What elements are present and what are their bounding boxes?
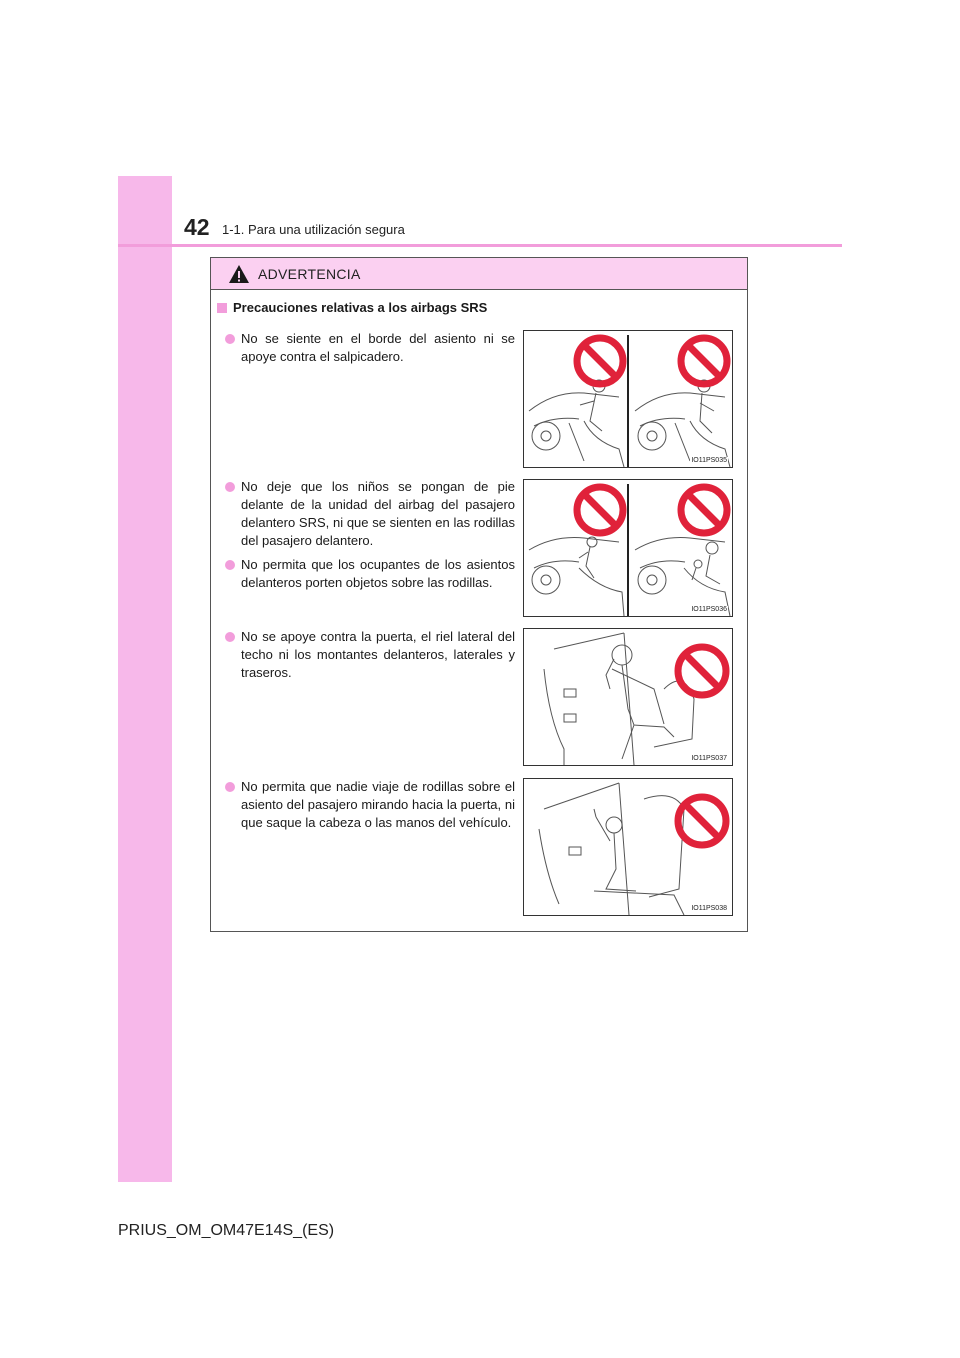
car-interior-drawing <box>524 629 732 765</box>
car-interior-drawing <box>524 331 732 467</box>
warning-box <box>210 257 748 932</box>
bullet-dot-icon <box>225 632 235 642</box>
warning-item <box>225 778 515 832</box>
illustration-code: IO11PS038 <box>691 905 727 912</box>
illustration-children-airbag <box>523 479 733 617</box>
prohibition-icon <box>681 487 727 533</box>
warning-item-text: No se siente en el borde del asiento ni se apoye contra el salpicadero. <box>241 331 515 364</box>
warning-item-text: No deje que los niños se pongan de pie delante de la unidad del airbag del pasajero delantero SRS, ni que se sienten en las rodillas del pasajero delantero. <box>241 479 515 548</box>
illustration-code: IO11PS035 <box>691 457 727 464</box>
page-number: 42 <box>184 214 210 240</box>
warning-item <box>225 330 515 366</box>
bullet-dot-icon <box>225 334 235 344</box>
prohibition-icon <box>678 797 726 845</box>
prohibition-icon <box>577 487 623 533</box>
square-bullet-icon <box>217 303 227 313</box>
document-id: PRIUS_OM_OM47E14S_(ES) <box>118 1222 335 1239</box>
illustration-code: IO11PS037 <box>691 755 727 762</box>
warning-item <box>225 478 515 550</box>
illustration-leaning-door <box>523 628 733 766</box>
bullet-dot-icon <box>225 482 235 492</box>
prohibition-icon <box>681 338 727 384</box>
prohibition-icon <box>678 647 726 695</box>
illustration-code: IO11PS036 <box>691 606 727 613</box>
warning-item <box>225 628 515 682</box>
car-interior-drawing <box>524 779 732 915</box>
prohibition-icon <box>577 338 623 384</box>
warning-header <box>211 258 747 290</box>
warning-triangle-icon <box>228 264 250 284</box>
illustration-leaning-dashboard <box>523 330 733 468</box>
car-interior-drawing <box>524 480 732 616</box>
bullet-dot-icon <box>225 782 235 792</box>
illustration-kneeling-seat <box>523 778 733 916</box>
side-tab-band <box>118 176 172 1182</box>
warning-item-text: No permita que los ocupantes de los asientos delanteros porten objetos sobre las rodillas. <box>241 557 515 590</box>
header-divider <box>118 244 842 247</box>
subheading-text: Precauciones relativas a los airbags SRS <box>233 300 488 315</box>
warning-subheading <box>217 300 487 315</box>
bullet-dot-icon <box>225 560 235 570</box>
section-title: 1-1. Para una utilización segura <box>222 222 405 237</box>
warning-item-text: No permita que nadie viaje de rodillas sobre el asiento del pasajero mirando hacia la puerta, ni que saque la cabeza o las manos del vehículo. <box>241 779 515 830</box>
warning-title: ADVERTENCIA <box>258 265 361 282</box>
warning-item-text: No se apoye contra la puerta, el riel lateral del techo ni los montantes delanteros, laterales y traseros. <box>241 629 515 680</box>
warning-item <box>225 556 515 592</box>
